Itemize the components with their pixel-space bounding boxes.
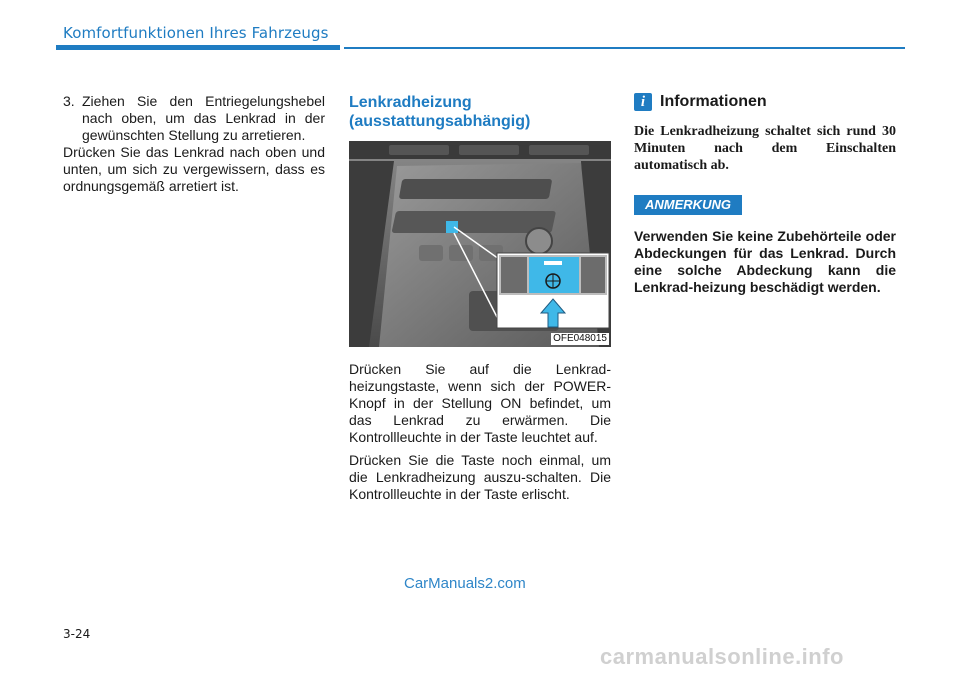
column-middle-body (349, 361, 611, 509)
header-bar-thin (344, 47, 905, 49)
paragraph-press-again: Drücken Sie die Taste noch einmal, um die Lenkradheizung auszu-schalten. Die Kontrollleuchte in der Taste erlischt. (349, 452, 611, 502)
section-header-title: Komfortfunktionen Ihres Fahrzeugs (63, 24, 329, 42)
step-3 (63, 93, 325, 144)
paragraph-press-button: Drücken Sie auf die Lenkrad-heizungstaste, wenn sich der POWER-Knopf in der Stellung ON befindet, um das Lenkrad zu erwärmen. Die Kontrollleuchte in der Taste leuchtet auf. (349, 361, 611, 445)
heat-button-highlight (446, 221, 458, 233)
footer-site-mark[interactable]: carmanualsonline.info (600, 644, 844, 669)
console-figure (349, 141, 611, 347)
column-middle (349, 93, 611, 502)
step-number: 3. (63, 93, 75, 109)
page-number: 3-24 (63, 627, 91, 641)
column-right (634, 93, 896, 295)
note-badge: ANMERKUNG (634, 195, 742, 215)
info-heading (634, 93, 896, 111)
step-text: Ziehen Sie den Entriegelungshebel nach oben, um das Lenkrad in der gewünschten Stellung zu arretieren. (82, 93, 325, 143)
note-text: Verwenden Sie keine Zubehörteile oder Abdeckungen für das Lenkrad. Durch eine solche Abdeckung kann die Lenkrad-heizung beschädigt werden. (634, 228, 896, 295)
watermark-link[interactable]: CarManuals2.com (404, 575, 526, 592)
info-text: Die Lenkradheizung schaltet sich rund 30 Minuten nach dem Einschalten automatisch ab. (634, 124, 896, 173)
console-illustration (349, 141, 611, 347)
header-bar-thick (56, 45, 340, 50)
info-title: Informationen (660, 93, 767, 110)
figure-caption: OFE048015 (553, 333, 607, 344)
info-icon: i (634, 93, 652, 111)
steering-heating-title: Lenkradheizung (ausstattungsabhängig) (349, 94, 531, 130)
paragraph-check-lock: Drücken Sie das Lenkrad nach oben und unten, um sich zu vergewissern, dass es ordnungsgemäß arretiert ist. (63, 144, 325, 194)
column-left (63, 93, 325, 201)
